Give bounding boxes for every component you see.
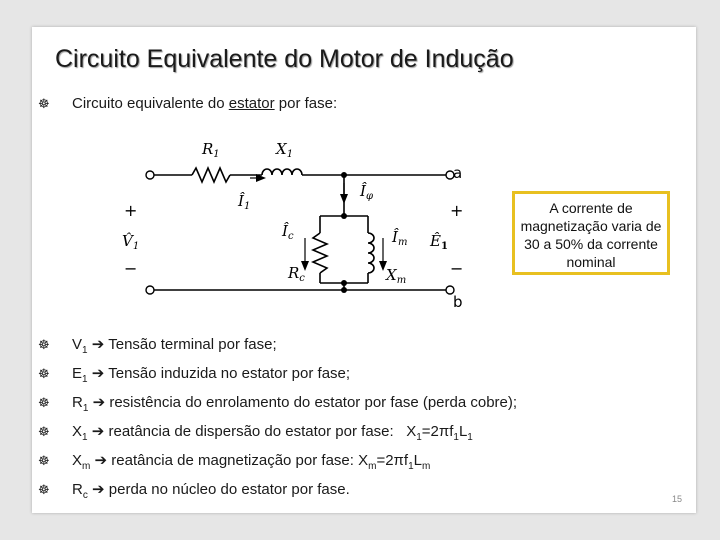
junction-bottom — [341, 287, 347, 293]
e1-minus: − — [450, 259, 464, 278]
bullet-icon: ☸ — [38, 424, 50, 439]
x1-label: $X_1$ — [276, 140, 294, 160]
xm-label: $X_m$ — [386, 266, 407, 286]
x1-inductor — [262, 169, 302, 175]
v1-label: $V̂_1$ — [122, 232, 140, 252]
magnetization-note-box: A corrente de magnetização varia de 30 a 50% da corrente nominal — [512, 191, 670, 275]
junction-shunt-bottom — [341, 280, 347, 286]
item-e1: $E_1$ ➔ Tensão induzida no estator por fase; — [72, 365, 351, 385]
arrow-icon: ➔ — [91, 365, 105, 382]
item-x1: $X_1$ ➔ reatância de dispersão do estator por fase: $X_1=2\pi f_1L_1$ — [72, 423, 473, 443]
page-number: 15 — [672, 494, 683, 504]
item-r1: $R_1$ ➔ resistência do enrolamento do estator por fase (perda cobre); — [72, 394, 518, 414]
bullet-icon: ☸ — [38, 337, 50, 352]
terminal-left-top — [146, 171, 154, 179]
ic-label: $Î_c$ — [282, 222, 294, 242]
equivalent-circuit-diagram — [110, 128, 470, 313]
xm-inductor — [368, 233, 374, 273]
page-title: Circuito Equivalente do Motor de Indução — [55, 45, 514, 73]
arrow-icon: ➔ — [91, 423, 105, 440]
arrow-icon: ➔ — [91, 336, 105, 353]
junction-top — [341, 172, 347, 178]
item-rc: $R_c$ ➔ perda no núcleo do estator por fase. — [72, 481, 350, 501]
bullet-icon: ☸ — [38, 395, 50, 410]
terminal-left-bottom — [146, 286, 154, 294]
iphi-arrow-head — [340, 194, 348, 204]
iphi-label: $Î_\varphi$ — [360, 182, 373, 202]
v1-minus: − — [124, 259, 138, 278]
e1-plus: + — [450, 201, 464, 220]
arrow-icon: ➔ — [94, 452, 108, 469]
node-b-label: b — [453, 293, 463, 311]
arrow-icon: ➔ — [92, 394, 106, 411]
im-label: $Î_m$ — [392, 228, 408, 248]
ic-arrow-head — [301, 261, 309, 271]
item-xm: $X_m$ ➔ reatância de magnetização por fase: $X_m=2\pi f_1L_m$ — [72, 452, 431, 472]
bullet-icon: ☸ — [38, 453, 50, 468]
r1-label: $R_1$ — [202, 140, 220, 160]
item-v1: $V_1$ ➔ Tensão terminal por fase; — [72, 336, 277, 356]
bullet-icon: ☸ — [38, 96, 50, 111]
i1-label: $Î_1$ — [238, 192, 251, 212]
bullet-icon: ☸ — [38, 482, 50, 497]
r1-resistor — [192, 168, 230, 182]
e1-label: $Ê_1$ — [430, 232, 448, 252]
rc-label: $R_c$ — [288, 264, 305, 284]
arrow-icon: ➔ — [92, 481, 105, 498]
bullet-icon: ☸ — [38, 366, 50, 381]
intro-line: Circuito equivalente do estator por fase: — [72, 95, 338, 112]
junction-shunt-top — [341, 213, 347, 219]
rc-resistor — [313, 233, 327, 273]
v1-plus: + — [124, 201, 138, 220]
node-a-label: a — [453, 164, 463, 182]
